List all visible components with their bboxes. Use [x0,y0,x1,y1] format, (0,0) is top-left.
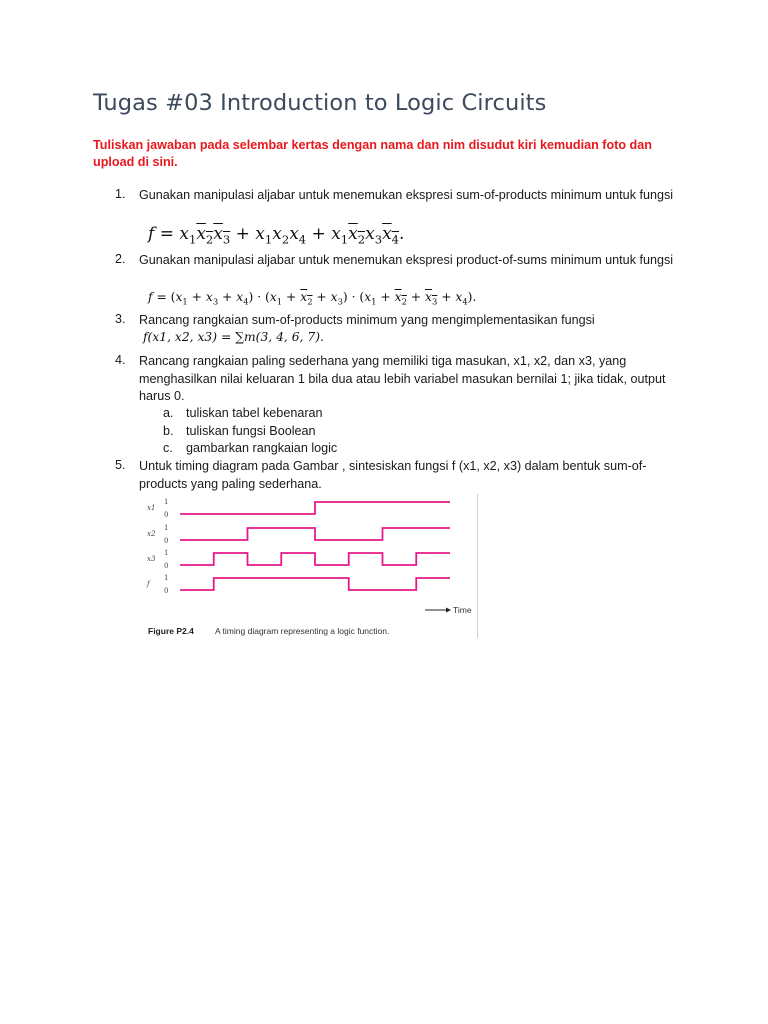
formula-3 [143,330,324,344]
summation-symbol: ∑ [235,330,244,344]
sub-item-c-letter: c. [163,441,173,455]
page-title: Tugas #03 Introduction to Logic Circuits [93,90,547,116]
time-arrow-head-icon [446,608,451,613]
question-3-text: Rancang rangkaian sum-of-products minimum yang mengimplementasikan fungsi [139,313,595,327]
sub-item-a-letter: a. [163,406,174,420]
sub-item-c-text: gambarkan rangkaian logic [186,441,338,455]
sub-item-a-text: tuliskan tabel kebenaran [186,406,323,420]
formula-3-rhs: m(3, 4, 6, 7). [243,330,324,344]
question-2-number: 2. [115,252,126,266]
sub-item-b-letter: b. [163,424,174,438]
question-4-number: 4. [115,353,126,367]
level-high-label: 1 [164,574,169,582]
signal-label-x3: x3 [147,555,156,563]
level-low-label: 0 [164,537,169,545]
time-label: Time [453,605,472,615]
figure-border [477,494,478,638]
formula-2: $f = (x_1 + x_3 + x_4) \cdot (x_1 + x_2 + x_3) \cdot (x_1 + x_2 + x_3 + x_4)$. [148,290,477,307]
question-2-text: Gunakan manipulasi aljabar untuk menemukan ekspresi product-of-sums minimum untuk fungsi [139,253,674,267]
question-3-number: 3. [115,312,126,326]
level-low-label: 0 [164,511,169,519]
level-high-label: 1 [164,549,169,557]
figure-caption-label: Figure P2.4 [148,626,194,636]
waveform-x2 [180,528,450,540]
signal-label-x2: x2 [147,530,156,538]
waveform-f [180,578,450,590]
level-high-label: 1 [164,524,169,532]
formula-3-lhs: f(x1, x2, x3) = [143,330,232,344]
waveform-x3 [180,553,450,565]
question-4-text: Rancang rangkaian paling sederhana yang memiliki tiga masukan, x1, x2, dan x3, yang menghasilkan nilai keluaran 1 bila dua atau lebih variabel masukan bernilai 1; jika tidak, output harus 0. [139,354,666,403]
signal-label-f: f [147,580,150,588]
timing-diagram [142,494,480,640]
question-1-number: 1. [115,187,126,201]
question-1-text: Gunakan manipulasi aljabar untuk menemukan ekspresi sum-of-products minimum untuk fungsi [139,188,674,202]
question-5-number: 5. [115,458,126,472]
instruction-text: Tuliskan jawaban pada selembar kertas dengan nama dan nim disudut kiri kemudian foto dan upload di sini. [93,138,652,169]
level-low-label: 0 [164,587,169,595]
waveform-x1 [180,502,450,514]
level-low-label: 0 [164,562,169,570]
signal-label-x1: x1 [147,504,156,512]
level-high-label: 1 [164,498,169,506]
sub-item-b-text: tuliskan fungsi Boolean [186,424,316,438]
question-5-text: Untuk timing diagram pada Gambar , sintesiskan fungsi f (x1, x2, x3) dalam bentuk sum-of-products yang paling sederhana. [139,459,647,491]
figure-caption-text: A timing diagram representing a logic function. [215,626,390,636]
formula-1: $f = x_1x_2x_3 + x_1x_2x_4 + x_1x_2x_3x_4$. [148,224,405,247]
timing-diagram-figure [142,494,480,640]
